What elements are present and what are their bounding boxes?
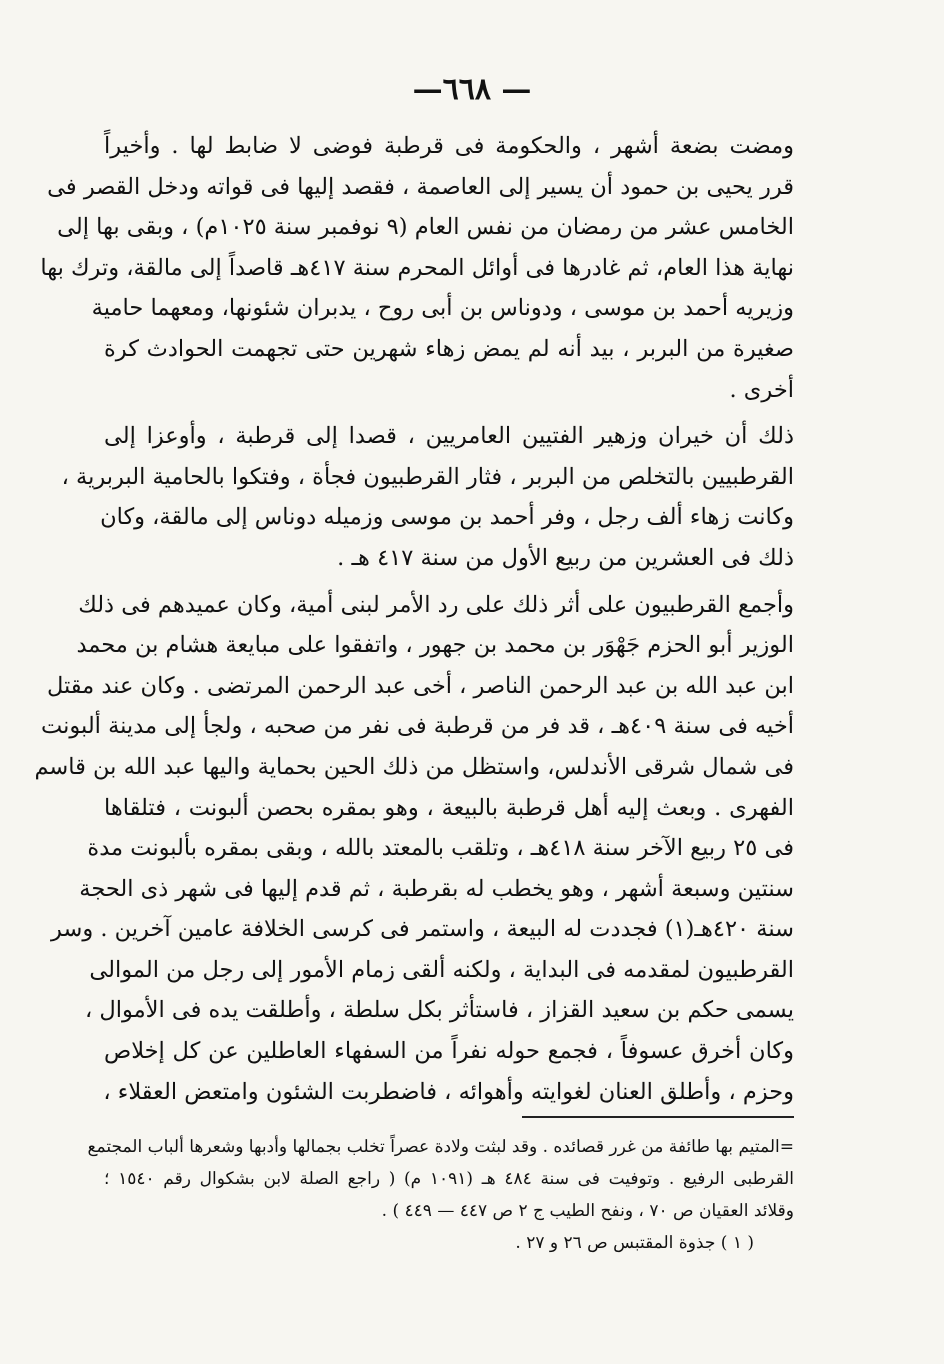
footnotes <box>87 1131 794 1259</box>
footnote-line: وقلائد العقيان ص ٧٠ ، ونفح الطيب ج ٢ ص ٤٤٧ — ٤٤٩ ) . <box>381 1201 794 1221</box>
paragraph-2 <box>61 416 794 578</box>
text-line: ومضت بضعة أشهر ، والحكومة فى قرطبة فوضى لا ضابط لها . وأخيراً <box>104 133 794 159</box>
text-line: القرطبيون لمقدمه فى البداية ، ولكنه ألقى زمام الأمور إلى رجل من الموالى <box>89 956 794 983</box>
text-line: أخرى . <box>729 376 794 403</box>
footnote-1: ( ١ ) جذوة المقتبس ص ٢٦ و ٢٧ . <box>515 1233 754 1253</box>
paragraph-1 <box>40 126 794 410</box>
text-line: نهاية هذا العام، ثم غادرها فى أوائل المحرم سنة ٤١٧هـ قاصداً إلى مالقة، وترك بها <box>40 254 794 281</box>
text-line: سنة ٤٢٠هـ(١) فجددت له البيعة ، واستمر فى كرسى الخلافة عامين آخرين . وسر <box>51 916 794 943</box>
footnote-line: القرطبى الرفيع . وتوفيت فى سنة ٤٨٤ هـ (١٠٩١ م) ( راجع الصلة لابن بشكوال رقم ١٥٤٠ ؛ <box>104 1169 794 1189</box>
main-text <box>34 126 794 1112</box>
text-line: الفهرى . وبعث إليه أهل قرطبة بالبيعة ، وهو بمقره بحصن ألبونت ، فتلقاها <box>104 794 794 821</box>
text-line: وحزم ، وأطلق العنان لغوايته وأهوائه ، فاضطربت الشئون وامتعض العقلاء ، <box>103 1078 794 1105</box>
text-line: سنتين وسبعة أشهر ، وهو يخطب له بقرطبة ، ثم قدم إليها فى شهر ذى الحجة <box>79 875 794 902</box>
text-line: ابن عبد الله بن عبد الرحمن الناصر ، أخى عبد الرحمن المرتضى . وكان عند مقتل <box>46 672 794 699</box>
footnote-line: =المتيم بها طائفة من غرر قصائده . وقد لبثت ولادة عصراً تخلب بجمالها وأدبها وشعرها ألباب المجتمع <box>87 1137 794 1157</box>
text-line: وأجمع القرطبيون على أثر ذلك على رد الأمر لبنى أمية، وكان عميدهم فى ذلك <box>78 591 794 618</box>
page-number: —٦٦٨ — <box>412 72 532 107</box>
text-line: وكان أخرق عسوفاً ، فجمع حوله نفراً من السفهاء العاطلين عن كل إخلاص <box>104 1038 794 1065</box>
text-line: يسمى حكم بن سعيد القزاز ، فاستأثر بكل سلطة ، وأطلقت يده فى الأموال ، <box>84 997 794 1024</box>
text-line: الخامس عشر من رمضان من نفس العام (٩ نوفمبر سنة ١٠٢٥م) ، وبقى بها إلى <box>57 214 794 241</box>
text-line: صغيرة من البربر ، بيد أنه لم يمض زهاء شهرين حتى تجهمت الحوادث كرة <box>104 335 794 362</box>
text-line: فى ٢٥ ربيع الآخر سنة ٤١٨هـ ، وتلقب بالمعتد بالله ، وبقى بمقره بألبونت مدة <box>87 835 794 862</box>
text-line: ذلك فى العشرين من ربيع الأول من سنة ٤١٧ هـ . <box>337 544 794 571</box>
text-line: ذلك أن خيران وزهير الفتيين العامريين ، قصدا إلى قرطبة ، وأوعزا إلى <box>104 423 794 450</box>
footnote-divider <box>522 1116 794 1118</box>
text-line: أخيه فى سنة ٤٠٩هـ ، قد فر من قرطبة فى نفر من صحبه ، ولجأ إلى مدينة ألبونت <box>41 713 794 740</box>
text-line: القرطبيين بالتخلص من البربر ، فثار القرطبيون فجأة ، وفتكوا بالحامية البربرية ، <box>61 463 794 490</box>
paragraph-3 <box>34 585 794 1113</box>
text-line: الوزير أبو الحزم جَهْوَر بن محمد بن جهور ، واتفقوا على مبايعة هشام بن محمد <box>76 632 794 659</box>
text-line: فى شمال شرقى الأندلس، واستظل من ذلك الحين بحماية واليها عبد الله بن قاسم <box>34 753 794 780</box>
text-line: قرر يحيى بن حمود أن يسير إلى العاصمة ، فقصد إليها فى قواته ودخل القصر فى <box>47 173 794 200</box>
text-line: وكانت زهاء ألف رجل ، وفر أحمد بن موسى وزميله دوناس إلى مالقة، وكان <box>100 504 794 531</box>
text-line: وزيريه أحمد بن موسى ، ودوناس بن أبى روح ، يدبران شئونها، ومعهما حامية <box>91 295 794 322</box>
